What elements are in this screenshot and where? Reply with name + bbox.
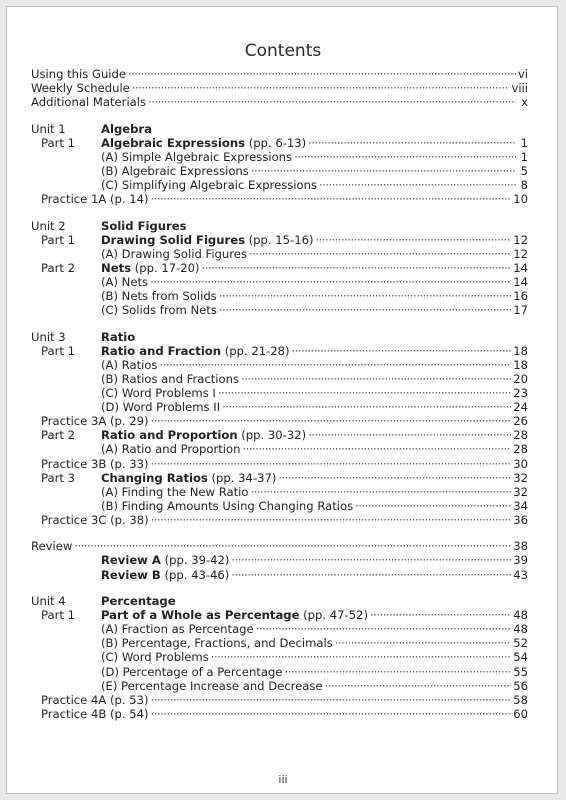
unit-heading — [31, 594, 528, 608]
unit-tag: Unit 2 — [31, 218, 66, 233]
toc-label: (C) Word Problems — [101, 650, 209, 665]
leader-dots — [335, 636, 511, 650]
toc-label: (B) Ratios and Fractions — [101, 371, 239, 386]
unit-tag: Unit 3 — [31, 329, 66, 344]
toc-entry-practice[interactable] — [31, 192, 528, 206]
toc-page: 26 — [513, 414, 528, 429]
toc-entry-part[interactable] — [31, 233, 528, 247]
leader-dots — [241, 372, 511, 386]
toc-label: Practice 4A (p. 53) — [41, 692, 149, 707]
leader-dots — [242, 442, 511, 456]
unit-heading — [31, 122, 528, 136]
toc-page: 60 — [513, 706, 528, 721]
part-pages: (pp. 30-32) — [241, 428, 307, 443]
toc-entry-section[interactable] — [31, 372, 528, 386]
toc-page: 1 — [520, 149, 528, 164]
page-number: iii — [278, 773, 288, 786]
toc-entry-practice[interactable] — [31, 693, 528, 707]
toc-entry-part[interactable] — [31, 471, 528, 485]
unit-name: Percentage — [101, 594, 176, 609]
toc-label: Additional Materials — [31, 95, 147, 110]
review-name: Review B — [101, 567, 161, 582]
toc-label: (B) Algebraic Expressions — [101, 163, 249, 178]
toc-entry-practice[interactable] — [31, 414, 528, 428]
leader-dots — [150, 275, 511, 289]
toc-page: 17 — [513, 303, 528, 318]
toc-label: Practice 3C (p. 38) — [41, 512, 149, 527]
leader-dots — [219, 303, 511, 317]
toc-entry-part[interactable] — [31, 261, 528, 275]
toc-page: 58 — [513, 692, 528, 707]
document-page — [6, 6, 558, 794]
leader-dots — [151, 707, 512, 721]
leader-dots — [219, 289, 512, 303]
toc-label: (C) Word Problems I — [101, 386, 216, 401]
leader-dots — [148, 95, 516, 109]
leader-dots — [211, 650, 511, 664]
leader-dots — [308, 136, 516, 150]
leader-dots — [231, 568, 511, 582]
leader-dots — [151, 192, 512, 206]
toc-label: (A) Simple Algebraic Expressions — [101, 149, 293, 164]
part-pages: (pp. 6-13) — [248, 135, 307, 150]
leader-dots — [250, 485, 511, 499]
toc-page: 12 — [513, 232, 528, 247]
toc-label: Practice 1A (p. 14) — [41, 192, 149, 207]
toc-label: (C) Simplifying Algebraic Expressions — [101, 178, 317, 193]
part-name: Part of a Whole as Percentage — [101, 608, 300, 623]
leader-dots — [159, 358, 511, 372]
toc-label: Practice 3B (p. 33) — [41, 456, 149, 471]
toc-page: 12 — [513, 246, 528, 261]
review-pages: (pp. 39-42) — [164, 553, 230, 568]
part-pages: (pp. 21-28) — [224, 343, 290, 358]
toc-entry-weekly-schedule[interactable] — [31, 81, 528, 95]
toc-entry-section[interactable] — [31, 247, 528, 261]
toc-page: 56 — [513, 678, 528, 693]
part-pages: (pp. 17-20) — [134, 260, 200, 275]
leader-dots — [151, 513, 512, 527]
toc-page: 14 — [513, 260, 528, 275]
unit-heading — [31, 330, 528, 344]
toc-page: 23 — [513, 386, 528, 401]
toc-label: Practice 3A (p. 29) — [41, 414, 149, 429]
toc-label: Using this Guide — [31, 67, 127, 81]
toc-entry-section[interactable] — [31, 400, 528, 414]
toc-page: 1 — [520, 135, 528, 150]
part-name: Nets — [101, 260, 132, 275]
toc-entry-section[interactable] — [31, 178, 528, 192]
toc-page: 52 — [513, 636, 528, 651]
toc-label: (D) Word Problems II — [101, 400, 221, 415]
leader-dots — [278, 471, 511, 485]
unit-name: Solid Figures — [101, 218, 187, 233]
part-tag: Part 2 — [41, 428, 75, 443]
leader-dots — [231, 553, 511, 567]
part-tag: Part 3 — [41, 470, 75, 485]
leader-dots — [151, 457, 512, 471]
toc-label: (C) Solids from Nets — [101, 303, 217, 318]
toc-label: (A) Nets — [101, 275, 149, 289]
toc-entry-section[interactable] — [31, 289, 528, 303]
toc-label: (E) Percentage Increase and Decrease — [101, 678, 323, 693]
toc-page: 32 — [513, 484, 528, 499]
toc-label: (A) Drawing Solid Figures — [101, 246, 247, 261]
page-title: Contents — [244, 41, 322, 61]
toc-label: Weekly Schedule — [31, 81, 130, 96]
toc-entry-section[interactable] — [31, 636, 528, 650]
part-tag: Part 1 — [41, 232, 75, 247]
toc-entry-section[interactable] — [31, 499, 528, 513]
toc-page: 24 — [513, 400, 528, 415]
leader-dots — [256, 622, 512, 636]
unit-tag: Unit 4 — [31, 594, 66, 609]
toc-entry-part[interactable] — [31, 344, 528, 358]
toc-entry-review-a[interactable] — [31, 553, 528, 567]
table-of-contents — [31, 67, 528, 721]
toc-entry-section[interactable] — [31, 164, 528, 178]
toc-label: (A) Finding the New Ratio — [101, 484, 249, 499]
unit-heading — [31, 219, 528, 233]
leader-dots — [74, 539, 511, 553]
toc-entry-section[interactable] — [31, 303, 528, 317]
toc-entry-section[interactable] — [31, 150, 528, 164]
part-tag: Part 1 — [41, 343, 75, 358]
part-name: Ratio and Fraction — [101, 343, 222, 358]
leader-dots — [202, 261, 512, 275]
toc-entry-review[interactable] — [31, 539, 528, 553]
toc-page: 10 — [513, 192, 528, 207]
toc-entry-section[interactable] — [31, 386, 528, 400]
part-pages: (pp. 34-37) — [211, 470, 277, 485]
toc-entry-part[interactable] — [31, 136, 528, 150]
leader-dots — [355, 499, 511, 513]
review-pages: (pp. 43-46) — [164, 567, 230, 582]
toc-entry-part[interactable] — [31, 608, 528, 622]
toc-page: viii — [511, 81, 528, 96]
toc-page: 18 — [513, 357, 528, 372]
toc-entry-section[interactable] — [31, 622, 528, 636]
leader-dots — [251, 164, 516, 178]
leader-dots — [292, 344, 512, 358]
toc-entry-practice[interactable] — [31, 707, 528, 721]
part-pages: (pp. 47-52) — [303, 608, 368, 623]
toc-page: 39 — [513, 553, 528, 568]
leader-dots — [249, 247, 511, 261]
toc-label: (A) Fraction as Percentage — [101, 622, 254, 637]
leader-dots — [315, 233, 511, 247]
toc-page: 18 — [513, 343, 528, 358]
toc-label: (A) Ratios — [101, 357, 158, 372]
toc-page: 54 — [513, 650, 528, 665]
unit-tag: Unit 1 — [31, 121, 66, 136]
leader-dots — [132, 81, 510, 95]
toc-page: 30 — [513, 456, 528, 471]
toc-label: (B) Percentage, Fractions, and Decimals — [101, 636, 333, 651]
toc-page: 28 — [513, 442, 528, 457]
toc-entry-section[interactable] — [31, 650, 528, 664]
leader-dots — [370, 608, 511, 622]
leader-dots — [222, 400, 511, 414]
toc-label: (A) Ratio and Proportion — [101, 442, 241, 457]
unit-name: Algebra — [101, 121, 152, 136]
toc-entry-section[interactable] — [31, 358, 528, 372]
part-tag: Part 1 — [41, 608, 75, 623]
toc-page: 32 — [513, 470, 528, 485]
toc-label: Practice 4B (p. 54) — [41, 706, 149, 721]
part-tag: Part 1 — [41, 135, 75, 150]
toc-entry-additional-materials[interactable] — [31, 95, 528, 109]
toc-page: 14 — [513, 275, 528, 289]
part-name: Ratio and Proportion — [101, 428, 238, 443]
toc-entry-section[interactable] — [31, 665, 528, 679]
toc-page: 48 — [513, 608, 528, 623]
toc-entry-section[interactable] — [31, 275, 528, 289]
toc-page: 43 — [513, 567, 528, 582]
toc-page: 38 — [513, 539, 528, 554]
part-name: Changing Ratios — [101, 470, 208, 485]
toc-label: (B) Nets from Solids — [101, 289, 217, 304]
review-name: Review A — [101, 553, 161, 568]
leader-dots — [151, 414, 512, 428]
toc-entry-section[interactable] — [31, 485, 528, 499]
toc-page: 8 — [520, 178, 528, 193]
toc-label: (B) Finding Amounts Using Changing Ratios — [101, 498, 354, 513]
toc-page: 55 — [513, 664, 528, 679]
toc-page: 20 — [513, 371, 528, 386]
toc-entry-section[interactable] — [31, 442, 528, 456]
toc-entry-practice[interactable] — [31, 513, 528, 527]
leader-dots — [218, 386, 511, 400]
leader-dots — [151, 693, 512, 707]
part-tag: Part 2 — [41, 260, 75, 275]
toc-page: 28 — [513, 428, 528, 443]
leader-dots — [308, 428, 511, 442]
toc-label: Review — [31, 539, 73, 554]
part-name: Drawing Solid Figures — [101, 232, 245, 247]
toc-entry-review-b[interactable] — [31, 568, 528, 582]
toc-page: 34 — [513, 498, 528, 513]
toc-entry-part[interactable] — [31, 428, 528, 442]
toc-entry-section[interactable] — [31, 679, 528, 693]
toc-page: 5 — [520, 163, 528, 178]
toc-label: (D) Percentage of a Percentage — [101, 664, 283, 679]
unit-name: Ratio — [101, 329, 136, 344]
leader-dots — [319, 178, 516, 192]
toc-page: vi — [517, 67, 528, 81]
toc-page: 36 — [513, 512, 528, 527]
toc-page: 48 — [513, 622, 528, 637]
leader-dots — [128, 67, 516, 81]
leader-dots — [294, 150, 516, 164]
toc-entry-using-guide[interactable] — [31, 67, 528, 81]
part-pages: (pp. 15-16) — [248, 232, 314, 247]
leader-dots — [284, 665, 511, 679]
toc-entry-practice[interactable] — [31, 457, 528, 471]
toc-page: 16 — [513, 289, 528, 304]
leader-dots — [325, 679, 512, 693]
part-name: Algebraic Expressions — [101, 135, 246, 150]
toc-page: x — [521, 95, 528, 110]
